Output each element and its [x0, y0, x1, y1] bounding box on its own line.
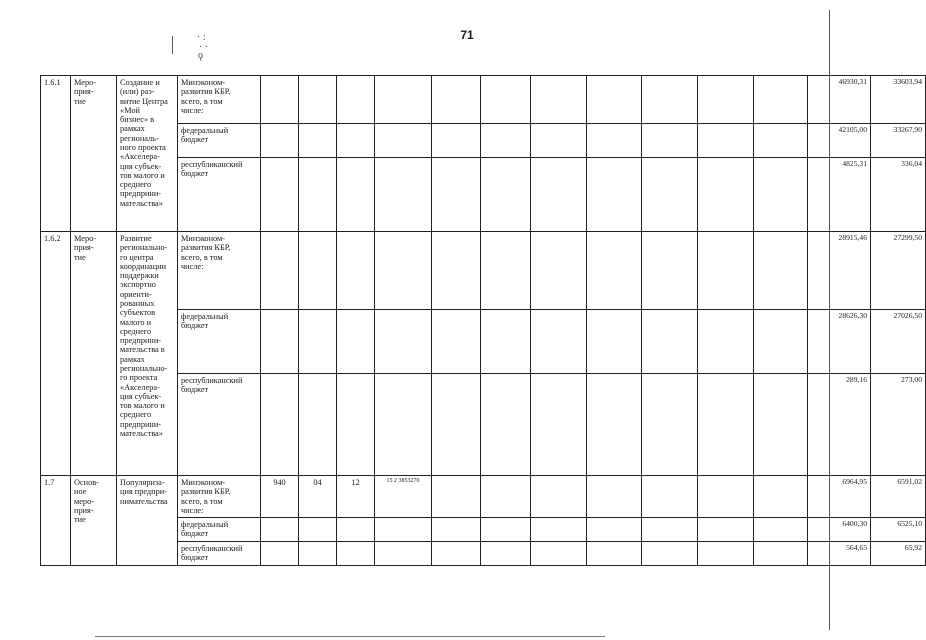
- code-cell: [375, 158, 432, 232]
- value-cell: [481, 310, 531, 374]
- code-cell: [261, 310, 299, 374]
- value-cell: [531, 76, 587, 124]
- value-cell: [587, 542, 642, 566]
- value-cell: [642, 518, 698, 542]
- code-cell: [375, 124, 432, 158]
- value-1: 28915,46: [808, 232, 871, 310]
- value-cell: [698, 476, 754, 518]
- value-cell: [754, 158, 808, 232]
- code-cell: [337, 374, 375, 476]
- value-cell: [481, 158, 531, 232]
- row-id: 1.6.2: [41, 232, 71, 476]
- row-description: Популяриза- ция предпри- нимательства: [117, 476, 178, 566]
- value-cell: [754, 232, 808, 310]
- code-cell: [261, 542, 299, 566]
- code-csr: [375, 76, 432, 124]
- scan-mark: ǫ: [198, 50, 203, 61]
- value-cell: [481, 232, 531, 310]
- code-pr: [337, 76, 375, 124]
- value-cell: [642, 76, 698, 124]
- value-2: 273,00: [871, 374, 926, 476]
- code-csr: 15 2 3853270: [375, 476, 432, 518]
- value-1: 6400,30: [808, 518, 871, 542]
- value-cell: [587, 476, 642, 518]
- code-cell: [299, 374, 337, 476]
- value-cell: [642, 310, 698, 374]
- row-type: Меро- прия- тие: [71, 232, 117, 476]
- value-1: 46930,31: [808, 76, 871, 124]
- code-cell: [299, 542, 337, 566]
- code-cell: [261, 518, 299, 542]
- value-cell: [642, 476, 698, 518]
- value-cell: [754, 518, 808, 542]
- value-1: 42105,00: [808, 124, 871, 158]
- budget-label: федеральный бюджет: [178, 310, 261, 374]
- value-cell: [432, 158, 481, 232]
- code-cell: [261, 374, 299, 476]
- value-2: 27299,50: [871, 232, 926, 310]
- row-description: Создание и (или) раз- витие Центра «Мой бизнес» в рамках региональ- ного проекта «Акселера- ция субъек- тов малого и среднего предприни- мательства»: [117, 76, 178, 232]
- code-grbs: 940: [261, 476, 299, 518]
- value-cell: [531, 374, 587, 476]
- value-2: 33603,94: [871, 76, 926, 124]
- scan-bottom-line: [95, 636, 605, 637]
- code-cell: [337, 124, 375, 158]
- value-1: 28626,30: [808, 310, 871, 374]
- value-cell: [698, 518, 754, 542]
- row-id: 1.6.1: [41, 76, 71, 232]
- value-cell: [698, 542, 754, 566]
- value-cell: [642, 158, 698, 232]
- value-cell: [531, 310, 587, 374]
- code-cell: [375, 374, 432, 476]
- scan-margin-line: [172, 36, 173, 54]
- row-description: Развитие регионально- го центра координации поддержки экспортно ориенти- рованных субъектов малого и среднего предприни- мательства в рамках регионально- го проекта «Акселера- ция субъек- тов малого и среднего предприни- мательства»: [117, 232, 178, 476]
- code-cell: [299, 518, 337, 542]
- value-cell: [481, 542, 531, 566]
- value-cell: [587, 310, 642, 374]
- value-cell: [754, 476, 808, 518]
- value-cell: [587, 374, 642, 476]
- value-cell: [432, 476, 481, 518]
- table-row: [41, 476, 926, 518]
- value-cell: [531, 476, 587, 518]
- value-cell: [531, 518, 587, 542]
- budget-label: Минэконом- развития КБР, всего, в том числе:: [178, 476, 261, 518]
- value-cell: [432, 76, 481, 124]
- value-cell: [698, 76, 754, 124]
- code-rz: [299, 76, 337, 124]
- code-cell: [337, 158, 375, 232]
- code-cell: [299, 124, 337, 158]
- budget-label: республиканский бюджет: [178, 158, 261, 232]
- budget-label: Минэконом- развития КБР, всего, в том числе:: [178, 232, 261, 310]
- code-grbs: [261, 76, 299, 124]
- table-row: [41, 232, 926, 310]
- value-cell: [432, 518, 481, 542]
- scan-mark: · :: [197, 32, 206, 43]
- value-cell: [531, 542, 587, 566]
- value-2: 33267,90: [871, 124, 926, 158]
- code-cell: [299, 158, 337, 232]
- budget-table: [40, 75, 926, 566]
- row-type: Основ- ное меро- прия- тие: [71, 476, 117, 566]
- value-2: 65,92: [871, 542, 926, 566]
- value-cell: [587, 76, 642, 124]
- value-cell: [432, 232, 481, 310]
- budget-label: федеральный бюджет: [178, 124, 261, 158]
- value-cell: [531, 158, 587, 232]
- value-cell: [587, 124, 642, 158]
- value-cell: [481, 374, 531, 476]
- value-cell: [698, 124, 754, 158]
- budget-label: республиканский бюджет: [178, 542, 261, 566]
- value-cell: [432, 374, 481, 476]
- value-cell: [587, 518, 642, 542]
- value-cell: [432, 124, 481, 158]
- value-cell: [481, 518, 531, 542]
- code-rz: 04: [299, 476, 337, 518]
- page-number: 71: [460, 28, 474, 42]
- code-rz: [299, 232, 337, 310]
- code-cell: [299, 310, 337, 374]
- value-cell: [642, 232, 698, 310]
- value-cell: [754, 542, 808, 566]
- value-2: 336,04: [871, 158, 926, 232]
- value-cell: [432, 310, 481, 374]
- value-cell: [698, 374, 754, 476]
- value-cell: [698, 310, 754, 374]
- row-type: Меро- прия- тие: [71, 76, 117, 232]
- value-1: 4825,31: [808, 158, 871, 232]
- value-cell: [642, 124, 698, 158]
- value-cell: [481, 76, 531, 124]
- code-cell: [261, 158, 299, 232]
- value-cell: [531, 124, 587, 158]
- value-2: 6591,02: [871, 476, 926, 518]
- budget-label: федеральный бюджет: [178, 518, 261, 542]
- code-csr: [375, 232, 432, 310]
- value-cell: [698, 158, 754, 232]
- code-pr: 12: [337, 476, 375, 518]
- code-cell: [337, 542, 375, 566]
- value-cell: [642, 374, 698, 476]
- value-cell: [587, 232, 642, 310]
- code-cell: [337, 310, 375, 374]
- value-cell: [698, 232, 754, 310]
- value-cell: [754, 310, 808, 374]
- code-cell: [375, 542, 432, 566]
- scan-mark: · ·: [199, 42, 209, 53]
- code-cell: [375, 310, 432, 374]
- code-cell: [337, 518, 375, 542]
- table-row: [41, 76, 926, 124]
- code-cell: [375, 518, 432, 542]
- value-cell: [432, 542, 481, 566]
- value-1: 6964,95: [808, 476, 871, 518]
- value-1: 289,16: [808, 374, 871, 476]
- value-cell: [481, 476, 531, 518]
- value-cell: [754, 124, 808, 158]
- row-id: 1.7: [41, 476, 71, 566]
- budget-label: Минэконом- развития КБР, всего, в том числе:: [178, 76, 261, 124]
- value-cell: [754, 76, 808, 124]
- value-cell: [642, 542, 698, 566]
- value-1: 564,65: [808, 542, 871, 566]
- budget-label: республиканский бюджет: [178, 374, 261, 476]
- value-cell: [531, 232, 587, 310]
- value-2: 6525,10: [871, 518, 926, 542]
- code-cell: [261, 124, 299, 158]
- code-pr: [337, 232, 375, 310]
- code-grbs: [261, 232, 299, 310]
- value-cell: [754, 374, 808, 476]
- value-cell: [587, 158, 642, 232]
- value-cell: [481, 124, 531, 158]
- value-2: 27026,50: [871, 310, 926, 374]
